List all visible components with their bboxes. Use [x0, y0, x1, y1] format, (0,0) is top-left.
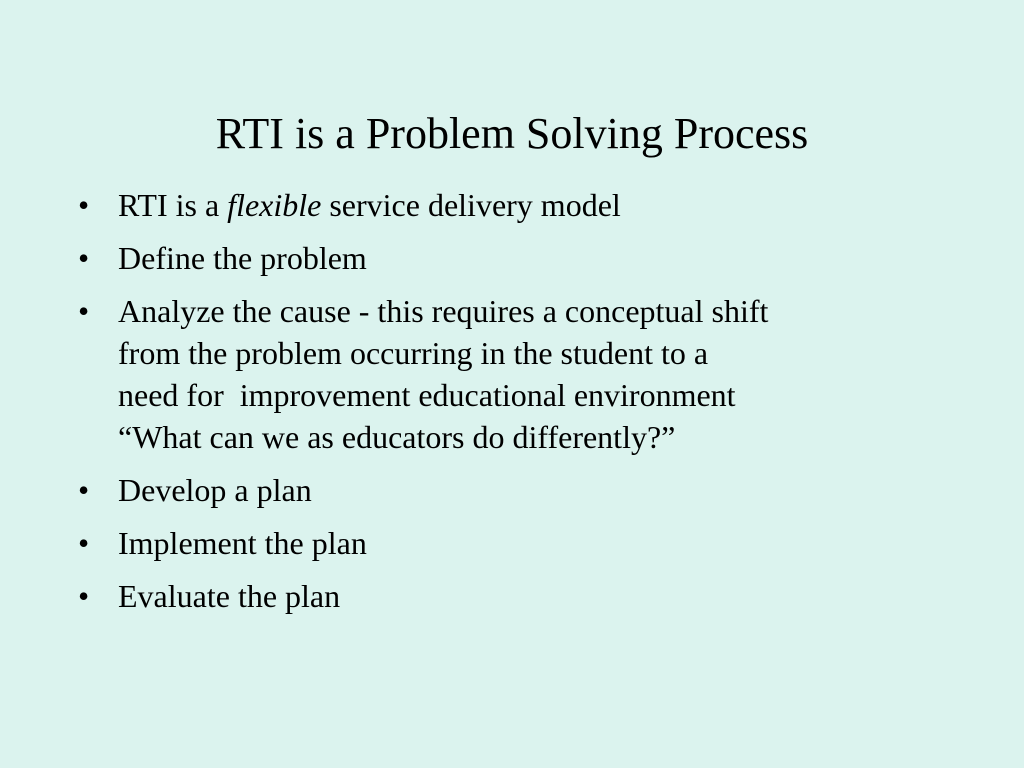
bullet-item-implement	[78, 522, 958, 564]
bullet-text-line: need for improvement educational environment	[118, 377, 736, 413]
bullet-text: Implement the plan	[118, 525, 367, 561]
bullet-text: Evaluate the plan	[118, 578, 341, 614]
bullet-dot-icon: •	[78, 472, 90, 508]
bullet-dot-icon: •	[78, 525, 90, 561]
bullet-item-flexible-model	[78, 184, 958, 226]
bullet-dot-icon: •	[78, 240, 90, 276]
bullet-text: Define the problem	[118, 240, 367, 276]
bullet-dot-icon: •	[78, 578, 90, 614]
bullet-item-analyze	[78, 290, 958, 458]
bullet-text-emphasis: flexible	[227, 187, 322, 223]
bullet-text-lead: RTI is a	[118, 187, 228, 223]
bullet-text: Develop a plan	[118, 472, 312, 508]
bullet-item-define	[78, 237, 958, 279]
bullet-item-develop	[78, 469, 958, 511]
bullet-text-trail: service delivery model	[321, 187, 621, 223]
bullet-list	[78, 184, 958, 628]
bullet-text-line: “What can we as educators do differently?”	[118, 419, 676, 455]
bullet-item-evaluate	[78, 575, 958, 617]
bullet-dot-icon: •	[78, 187, 90, 223]
bullet-text-line: from the problem occurring in the student to a	[118, 335, 709, 371]
bullet-text-line: Analyze the cause - this requires a conceptual shift	[118, 293, 769, 329]
bullet-dot-icon: •	[78, 293, 90, 329]
slide-title: RTI is a Problem Solving Process	[215, 109, 809, 158]
